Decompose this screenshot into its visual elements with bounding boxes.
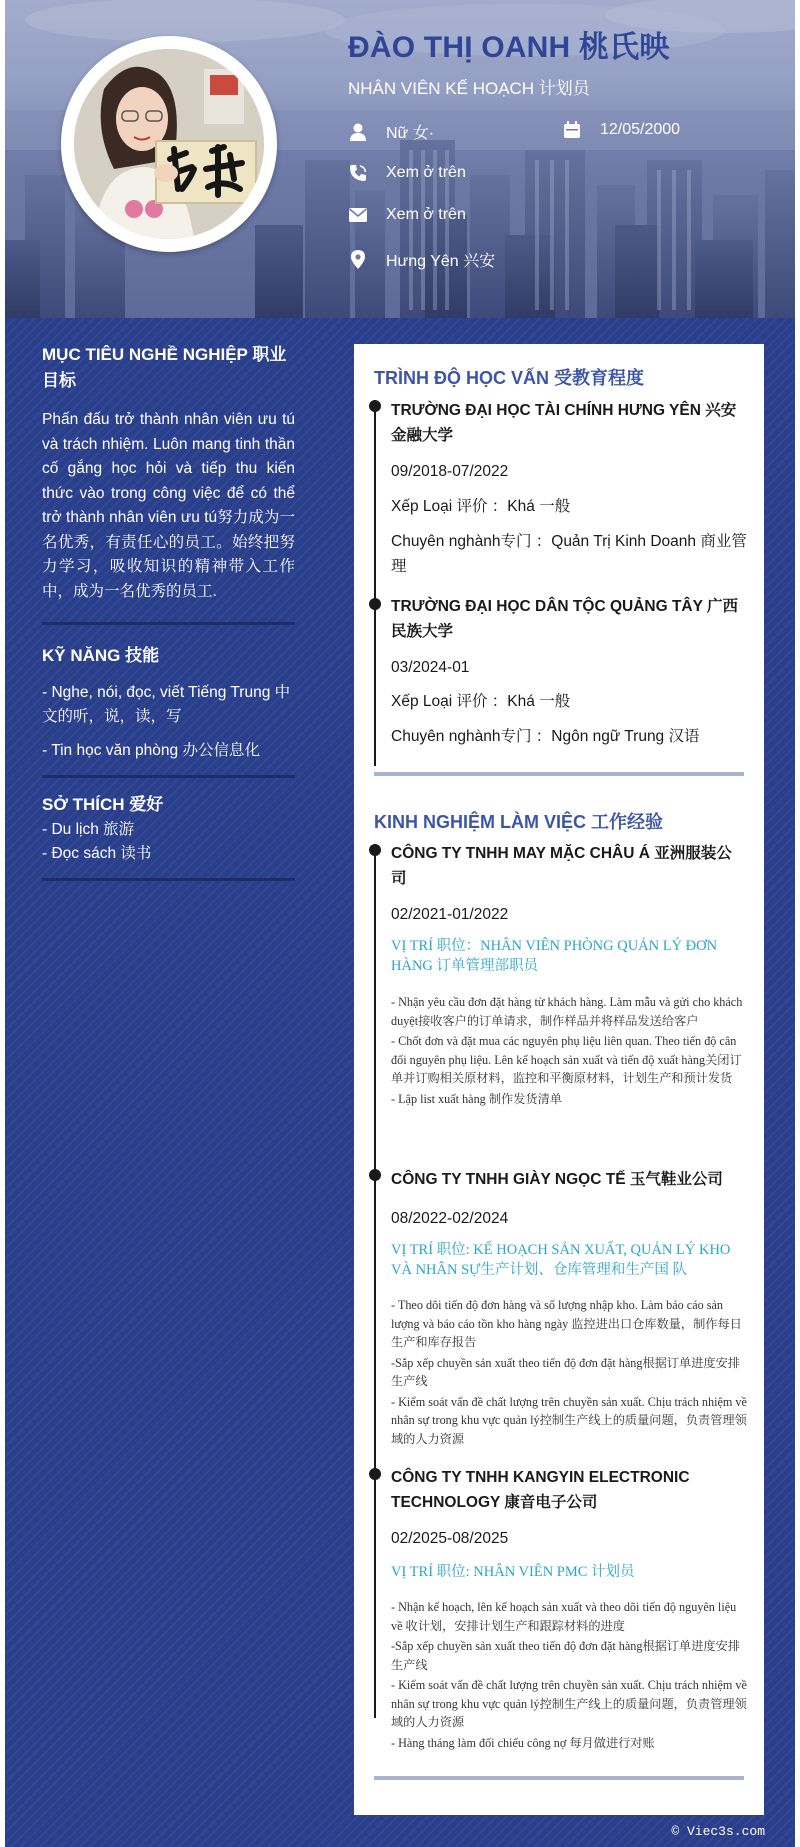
job-description <box>391 993 747 1110</box>
email-row <box>348 205 466 225</box>
job-role: VỊ TRÍ 职位：NHÂN VIÊN PHÒNG QUẢN LÝ ĐƠN HÀNG 订单管理部职员 <box>391 938 718 974</box>
candidate-name: ĐÀO THỊ OANH 桃氏映 <box>348 31 670 64</box>
job-duty: - Lập list xuất hàng 制作发货清单 <box>391 1091 562 1106</box>
section-divider <box>42 622 295 625</box>
hobby-item: - Đọc sách 读书 <box>42 845 152 862</box>
timeline-dot <box>369 1169 381 1181</box>
section-divider <box>42 878 295 881</box>
avatar-frame <box>61 36 277 252</box>
education-date: 03/2024-01 <box>391 659 470 676</box>
avatar-photo <box>74 49 264 239</box>
phone-value: Xem ở trên <box>386 164 466 181</box>
cv-page <box>5 0 795 1847</box>
job-duty: - Kiểm soát vấn đề chất lượng trên chuyền sản xuất. Chịu trách nhiệm về nhân sự trong khu vực quản lý控制生产线上的质量问题，负责管理领域的人力资源 <box>391 1394 747 1446</box>
skills-title: KỸ NĂNG 技能 <box>42 646 160 665</box>
education-title: TRÌNH ĐỘ HỌC VẤN 受教育程度 <box>374 368 644 388</box>
education-rank: Xếp Loại 评价 ：Khá 一般 <box>391 498 571 515</box>
section-divider <box>42 775 295 778</box>
gender-value: Nữ 女· <box>386 125 435 142</box>
company-name: CÔNG TY TNHH MAY MẶC CHÂU Á 亚洲服装公司 <box>391 845 732 887</box>
timeline-dot <box>369 1468 381 1480</box>
dob-row <box>562 120 680 140</box>
cv-header <box>5 0 795 318</box>
user-icon <box>348 122 368 142</box>
job-date: 08/2022-02/2024 <box>391 1210 509 1227</box>
hobbies-title: SỞ THÍCH 爱好 <box>42 795 164 814</box>
phone-icon <box>348 163 368 183</box>
section-separator <box>374 772 744 776</box>
skill-item: - Tin học văn phòng 办公信息化 <box>42 742 260 759</box>
school-name: TRƯỜNG ĐẠI HỌC TÀI CHÍNH HƯNG YÊN 兴安金融大学 <box>391 402 737 444</box>
job-description <box>391 1296 747 1450</box>
candidate-job-title: NHÂN VIÊN KẾ HOẠCH 计划员 <box>348 79 590 98</box>
dob-value: 12/05/2000 <box>600 121 681 138</box>
objective-title: MỤC TIÊU NGHỀ NGHIỆP 职业目标 <box>42 345 287 390</box>
skill-item: - Nghe, nói, đọc, viết Tiếng Trung 中文的听，说，读，写 <box>42 684 291 725</box>
job-duty: - Nhận yêu cầu đơn đặt hàng từ khách hàng. Làm mẫu và gửi cho khách duyệt接收客户的订单请求，制作样品并将样品发送给客户 <box>391 995 743 1028</box>
job-date: 02/2025-08/2025 <box>391 1530 509 1547</box>
education-timeline <box>374 400 376 766</box>
education-date: 09/2018-07/2022 <box>391 463 509 480</box>
education-major: Chuyên nghành专门 ：Quản Trị Kinh Doanh 商业管理 <box>391 533 747 575</box>
job-duty: - Hàng tháng làm đối chiếu công nợ 每月做进行对账 <box>391 1735 655 1750</box>
right-panel <box>354 344 764 1815</box>
company-name: CÔNG TY TNHH GIÀY NGỌC TẾ 玉气鞋业公司 <box>391 1171 723 1188</box>
timeline-dot <box>369 598 381 610</box>
watermark-credit: © Viec3s.com <box>671 1824 765 1839</box>
timeline-dot <box>369 400 381 412</box>
job-role: VỊ TRÍ 职位: NHÂN VIÊN PMC 计划员 <box>391 1564 635 1580</box>
job-duty: - Chốt đơn và đặt mua các nguyên phụ liệu liên quan. Theo tiến độ cân đối nguyên phụ liệu. Lên kế hoạch sản xuất và tiến độ xuất hàng关闭订单并订购相关原材料，监控和平衡原材料，计划生产和预计发货 <box>391 1034 742 1085</box>
gender-row <box>348 120 434 143</box>
email-icon <box>348 205 368 225</box>
school-name: TRƯỜNG ĐẠI HỌC DÂN TỘC QUẢNG TÂY 广西民族大学 <box>391 598 738 640</box>
timeline-dot <box>369 844 381 856</box>
job-duty: -Sắp xếp chuyền sản xuất theo tiến độ đơn đặt hàng根据订单进度安排生产线 <box>391 1355 740 1388</box>
job-duty: -Sắp xếp chuyền sản xuất theo tiến độ đơn đặt hàng根据订单进度安排生产线 <box>391 1639 740 1672</box>
address-value: Hưng Yên 兴安 <box>386 253 496 270</box>
calendar-icon <box>562 120 582 140</box>
experience-timeline <box>374 844 376 1718</box>
job-duty: - Nhận kế hoạch, lên kế hoạch sản xuất và theo dõi tiến độ nguyên liệu về 收计划，安排计划生产和跟踪材料的进度 <box>391 1600 737 1633</box>
objective-text: Phấn đấu trở thành nhân viên ưu tú và trách nhiệm. Luôn mang tinh thần cố gắng học hỏi và tiếp thu kiến thức vào trong công việc để có thể trở thành nhân viên ưu tú努力成为一名优秀，有责任心的员工。始终把努力学习，吸收知识的精神带入工作中，成为一名优秀的员工. <box>42 411 295 600</box>
job-date: 02/2021-01/2022 <box>391 906 509 923</box>
education-major: Chuyên nghành专门 ：Ngôn ngữ Trung 汉语 <box>391 728 700 745</box>
avatar <box>74 49 264 239</box>
education-rank: Xếp Loại 评价 ：Khá 一般 <box>391 693 571 710</box>
address-row <box>348 248 495 271</box>
job-description <box>391 1598 747 1754</box>
phone-row <box>348 163 466 183</box>
left-column <box>42 342 295 881</box>
job-duty: - Kiểm soát vấn đề chất lượng trên chuyền sản xuất. Chịu trách nhiệm về nhân sự trong khu vực quản lý控制生产线上的质量问题，负责管理领域的人力资源 <box>391 1678 747 1729</box>
job-role: VỊ TRÍ 职位: KẾ HOẠCH SẢN XUẤT, QUẢN LÝ KHO VÀ NHÂN SỰ生产计划、仓库管理和生产国 队 <box>391 1242 731 1278</box>
job-duty: - Theo dõi tiến độ đơn hàng và số lượng nhập kho. Làm báo cáo sản lượng và báo cáo tồn kho hàng ngày 监控进出口仓库数量，制作每日生产和库存报告 <box>391 1298 742 1349</box>
experience-title: KINH NGHIỆM LÀM VIỆC 工作经验 <box>374 812 664 832</box>
section-separator <box>374 1776 744 1780</box>
company-name: CÔNG TY TNHH KANGYIN ELECTRONIC TECHNOLOGY 康音电子公司 <box>391 1469 690 1511</box>
location-icon <box>348 250 368 270</box>
hobby-item: - Du lịch 旅游 <box>42 821 135 838</box>
email-value: Xem ở trên <box>386 206 466 223</box>
